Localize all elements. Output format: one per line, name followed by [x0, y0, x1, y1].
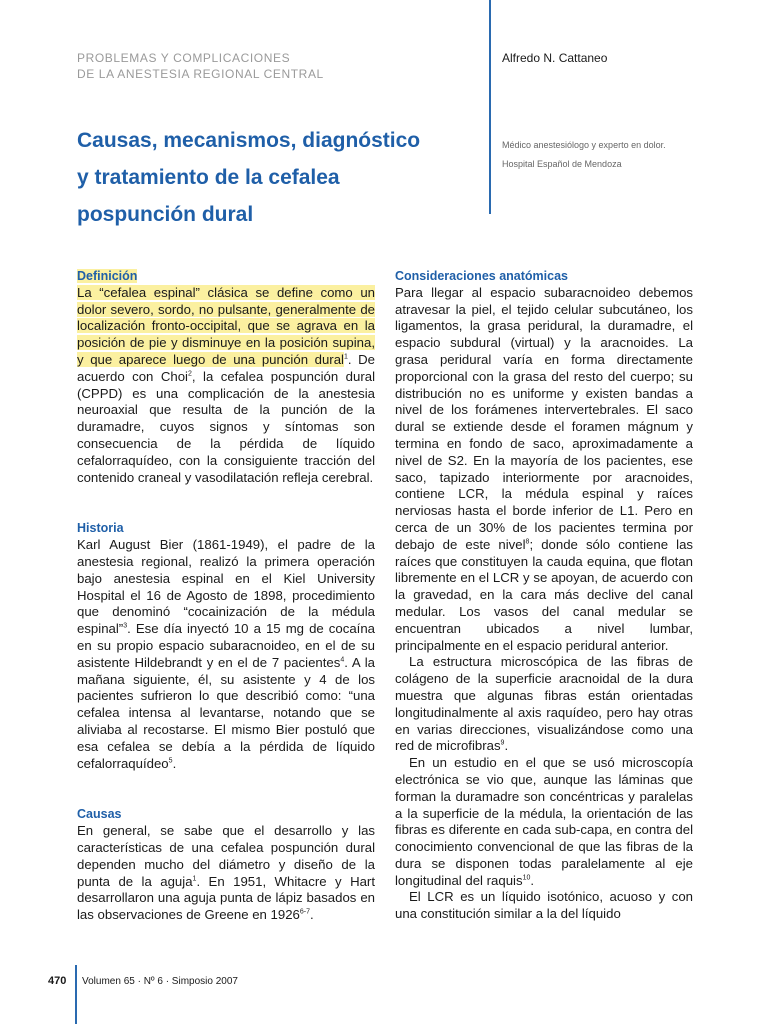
- reference-mark: 1: [192, 875, 197, 883]
- reference-mark: 10: [522, 874, 531, 882]
- section-heading-historia: Historia: [77, 521, 124, 536]
- right-column: [395, 268, 693, 923]
- affiliation-line-2: Hospital Español de Mendoza: [502, 159, 622, 169]
- section-heading-definicion: Definición: [77, 269, 138, 283]
- reference-mark: 9: [500, 739, 505, 747]
- journal-footer: Volumen 65 · Nº 6 · Simposio 2007: [82, 976, 238, 987]
- header-divider-line: [489, 0, 491, 214]
- section-heading-causas: Causas: [77, 807, 122, 822]
- reference-mark: 8: [525, 538, 530, 546]
- reference-mark: 3: [123, 622, 128, 630]
- affiliation-line-1: Médico anestesiólogo y experto en dolor.: [502, 140, 666, 150]
- title-line-1: Causas, mecanismos, diagnóstico: [77, 129, 421, 152]
- section-heading-consideraciones: Consideraciones anatómicas: [395, 269, 568, 283]
- article-title: [77, 122, 457, 233]
- historia-paragraph: Karl August Bier (1861-1949), el padre de la anestesia regional, realizó la primera operación bajo anestesia espinal en el Kiel University Hospital el 16 de Agosto de 1898, procedimiento que denominó “cocainización de la médula espinal”$^3$. Ese día inyectó 10 a 15 mg de cocaína en su propio espacio subaracnoideo, en el de su asistente Hildebrandt y en el de 7 pacientes$^4$. A la mañana siguiente, él, su asistente y 4 de los pacientes sufrieron lo que describió como: “una cefalea intensa al levantarse, notando que se aliviaba al recostarse. El mismo Bier postuló que esa cefalea se debía a la pérdida de líquido cefalorraquídeo$^5$.: [77, 537, 375, 771]
- definition-paragraph: La “cefalea espinal” clásica se define como un dolor severo, sordo, no pulsante, generalmente de localización fronto-occipital, que se agrava en la posición de pie y disminuye en la posición supina, y que aparece luego de una punción dural$^1$. De acuerdo con Choi$^2$, la cefalea pospunción dural (CPPD) es una complicación de la anestesia neuroaxial que resulta de la punción de la duramadre, cuyos signos y síntomas son consecuencia de la pérdida de líquido cefalorraquídeo, con la consiguiente tracción del contenido craneal y vasodilatación refleja cerebral.: [77, 284, 376, 485]
- title-line-2: y tratamiento de la cefalea: [77, 166, 340, 189]
- footer-divider-line: [75, 965, 77, 1024]
- author-name: Alfredo N. Cattaneo: [502, 51, 608, 65]
- reference-mark: 4: [340, 656, 345, 664]
- series-line-1: PROBLEMAS Y COMPLICACIONES: [77, 51, 291, 65]
- series-header: [77, 50, 324, 82]
- page-number: 470: [48, 975, 67, 987]
- reference-mark: 2: [187, 370, 192, 378]
- anatomy-paragraph-3: En un estudio en el que se usó microscopía electrónica se vio que, aunque las láminas que forman la duramadre son concéntricas y paralelas a la superficie de la médula, la orientación de las fibras es diferente en cada sub-capa, en contra del conocimiento convencional de que las fibras de la dura se disponen todas paralelamente al eje longitudinal del raquis$^{10}$.: [395, 755, 693, 888]
- reference-mark: 6-7: [299, 908, 310, 916]
- author-affiliation: [502, 136, 666, 174]
- causas-paragraph: En general, se sabe que el desarrollo y las características de una cefalea pospunción dural dependen mucho del diámetro y diseño de la punta de la aguja$^1$. En 1951, Whitacre y Hart desarrollaron una aguja punta de lápiz basados en las observaciones de Greene en 1926$^{6-7}$.: [77, 823, 375, 923]
- reference-mark: 5: [168, 757, 173, 765]
- title-line-3: pospunción dural: [77, 203, 254, 226]
- anatomy-paragraph-2: La estructura microscópica de las fibras de colágeno de la superficie aracnoidal de la dura muestra que algunas fibras están orientadas longitudinalmente al axis raquídeo, pero hay otras en varias direcciones, visualizándose como una red de microfibras$^9$.: [395, 654, 693, 754]
- series-line-2: DE LA ANESTESIA REGIONAL CENTRAL: [77, 67, 324, 81]
- left-column: [77, 268, 375, 924]
- reference-mark: 1: [343, 353, 348, 361]
- anatomy-paragraph-1: Para llegar al espacio subaracnoideo debemos atravesar la piel, el tejido celular subcutáneo, los ligamentos, la grasa peridural, la duramadre, el espacio subdural (virtual) y la aracnoides. La grasa peridural varía en forma directamente proporcional con la grasa del resto del cuerpo; su distribución no es uniforme y existen bandas a nivel de los forámenes intervertebrales. El saco dural se extiende desde el foramen mágnum y termina en fondo de saco, aproximadamente a nivel de S2. En la mayoría de los pacientes, ese saco, tapizado interiormente por aracnoides, contiene LCR, la médula espinal y raíces nerviosas hasta el borde inferior de L1. Pero en cerca de un 30% de los pacientes termina por debajo de este nivel$^8$; donde sólo contiene las raíces que constituyen la cauda equina, que flotan libremente en el LCR y se apoyan, de acuerdo con la gravedad, en la cara más declive del canal medular. Los vasos del canal medular se encuentran ubicados a nivel lumbar, principalmente en el espacio peridural anterior.: [395, 284, 693, 653]
- anatomy-paragraph-4: El LCR es un líquido isotónico, acuoso y con una constitución similar a la del líquido: [395, 889, 693, 922]
- highlighted-definition: La “cefalea espinal” clásica se define como un dolor severo, sordo, no pulsante, generalmente de localización fronto-occipital, que se agrava en la posición de pie y disminuye en la posición supina, y que aparece luego de una punción dural: [77, 284, 375, 367]
